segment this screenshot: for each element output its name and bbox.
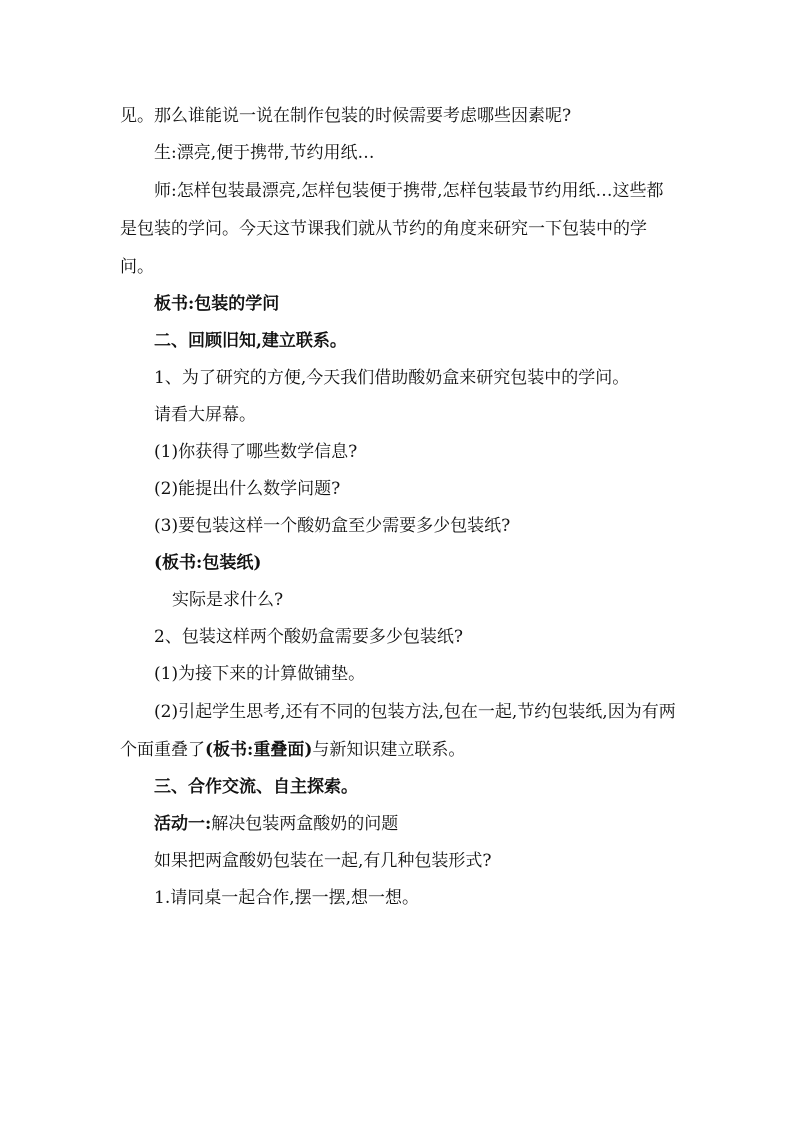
point-2-ending: 与新知识建立联系。 xyxy=(312,740,466,760)
paragraph-teacher-explanation: 师:怎样包装最漂亮,怎样包装便于携带,怎样包装最节约用纸…这些都是包装的学问。今天这节课我们就从节约的角度来研究一下包装中的学问。 xyxy=(120,181,664,277)
paragraph-student-answer: 生:漂亮,便于携带,节约用纸… xyxy=(154,143,375,163)
paragraph-yogurt-box-intro: 1、为了研究的方便,今天我们借助酸奶盒来研究包装中的学问。 xyxy=(154,368,630,388)
paragraph-intro-question: 见。那么谁能说一说在制作包装的时候需要考虑哪些因素呢? xyxy=(120,106,572,126)
board-note-topic: 板书:包装的学问 xyxy=(154,294,280,314)
point-2-text: (2)引起学生思考,还有不同的包装方法,包在一起,节约包装纸,因为有两个面重叠了 xyxy=(120,702,676,760)
paragraph-packaging-forms: 如果把两盒酸奶包装在一起,有几种包装形式? xyxy=(154,851,492,871)
activity-one-title: 解决包装两盒酸奶的问题 xyxy=(211,814,399,834)
section-heading-cooperation: 三、合作交流、自主探索。 xyxy=(154,777,358,797)
section-heading-review: 二、回顾旧知,建立联系。 xyxy=(154,331,347,351)
activity-one xyxy=(120,806,680,843)
document-body xyxy=(120,98,680,917)
paragraph-two-boxes: 2、包装这样两个酸奶盒需要多少包装纸? xyxy=(154,627,463,647)
board-note-wrapping-paper: (板书:包装纸) xyxy=(154,553,262,573)
paragraph-what-to-find: 实际是求什么? xyxy=(172,590,284,610)
board-note-overlap: (板书:重叠面) xyxy=(205,740,313,760)
paragraph-pair-work: 1.请同桌一起合作,摆一摆,想一想。 xyxy=(154,888,420,908)
question-1: (1)你获得了哪些数学信息? xyxy=(154,442,358,462)
activity-one-label: 活动一: xyxy=(154,814,212,834)
point-1: (1)为接下来的计算做铺垫。 xyxy=(154,664,366,684)
paragraph-look-screen: 请看大屏幕。 xyxy=(154,405,256,425)
question-3: (3)要包装这样一个酸奶盒至少需要多少包装纸? xyxy=(154,516,511,536)
point-2 xyxy=(120,693,680,769)
question-2: (2)能提出什么数学问题? xyxy=(154,479,341,499)
